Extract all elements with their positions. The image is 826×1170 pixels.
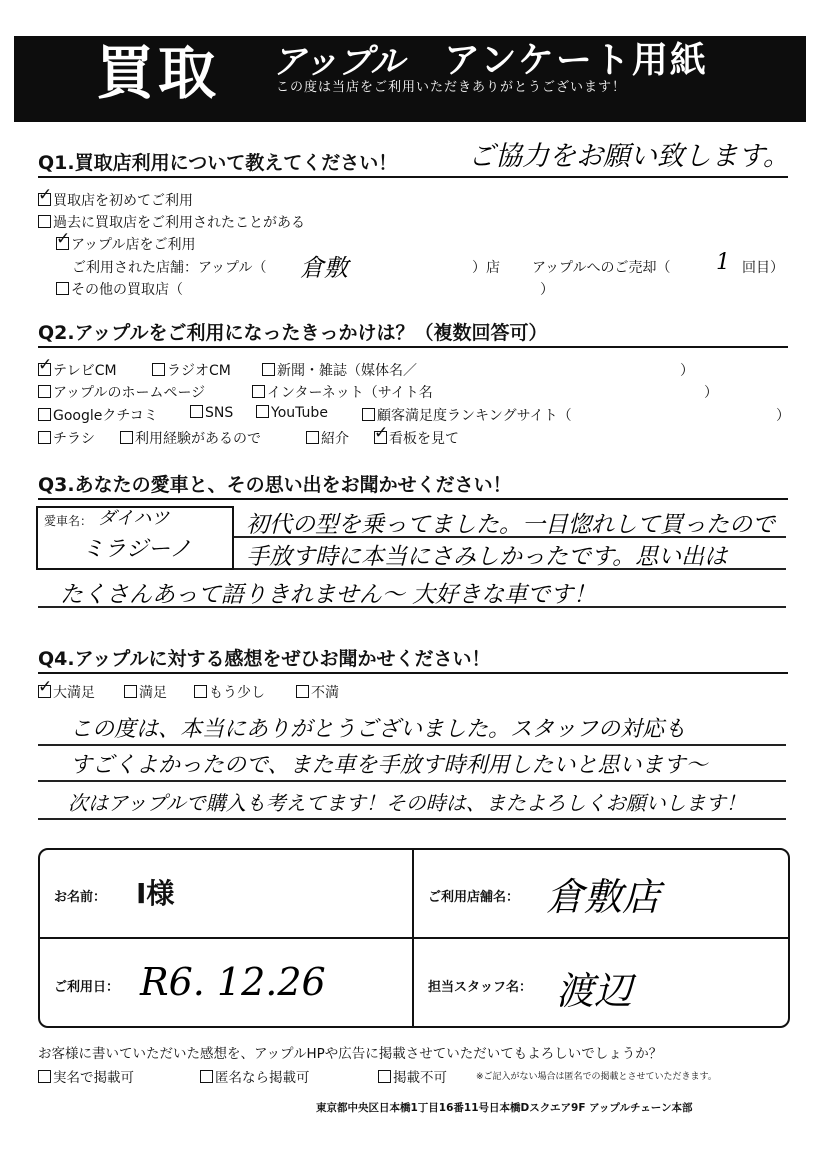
q2-option-signboard[interactable]: ✓ 看板を見て [374,428,459,448]
q3-answer-line-1: 初代の型を乗ってました。一目惚れして買ったので [246,512,775,538]
checkbox[interactable] [200,1070,213,1083]
checkbox[interactable] [38,1070,51,1083]
q2-option-internet[interactable]: インターネット（サイト名 [252,382,433,402]
table-divider-horizontal [38,937,790,939]
q2-close-1: ） [680,363,694,379]
store-name-value: 倉敷店 [546,875,661,919]
name-label: お名前： [54,890,107,905]
q1-heading: Q1.買取店利用について教えてください！ [38,152,398,174]
q3-answer-line-3: たくさんあって語りきれません〜 大好きな車です！ [60,582,597,608]
q3-answer-line-2: 手放す時に本当にさみしかったです。思い出は [246,544,728,570]
q2-rule [38,346,788,348]
q2-option-referral[interactable]: 紹介 [306,428,349,448]
staff-value: 渡辺 [556,969,633,1013]
checkbox[interactable] [38,215,51,228]
consent-anonymous[interactable]: 匿名なら掲載可 [200,1066,310,1086]
checkbox-checked[interactable] [56,237,69,250]
checkbox-checked[interactable] [38,363,51,376]
q2-option-radio[interactable]: ラジオCM [152,360,231,380]
q4-answer-line-2: すごくよかったので、また車を手放す時利用したいと思います〜 [70,753,708,778]
checkbox-checked[interactable] [374,431,387,444]
checkbox[interactable] [190,405,203,418]
q4-option-very-satisfied[interactable]: ✓大満足 [38,682,95,702]
consent-real-name[interactable]: 実名で掲載可 [38,1066,134,1086]
brand-kaitori: 買取 [96,39,221,107]
checkbox[interactable] [152,363,165,376]
name-value: I様 [136,877,175,910]
checkbox[interactable] [256,405,269,418]
q1-other-close: ） [540,282,554,298]
q1-store-suffix: ）店 [472,260,500,276]
q2-close-3: ） [776,408,790,424]
q4-answer-line-1: この度は、本当にありがとうございました。スタッフの対応も [70,717,687,742]
q1-store-prefix: ご利用された店舗：アップル（ [72,260,267,276]
checkbox[interactable] [378,1070,391,1083]
q1-count-prefix: アップルへのご売却（ [532,260,671,276]
q2-option-ranking[interactable]: 顧客満足度ランキングサイト（ [362,405,572,425]
q1-handwriting: ご協力をお願い致します。 [468,141,790,172]
q1-option-first-time[interactable]: ✓買取店を初めてご利用 [38,190,193,210]
q4-option-dissatisfied[interactable]: 不満 [296,682,339,702]
checkbox[interactable] [38,431,51,444]
table-divider-vertical [412,850,414,1026]
q1-rule [38,176,788,178]
car-maker: ダイハツ [98,508,170,529]
staff-label: 担当スタッフ名： [428,980,533,995]
q2-option-homepage[interactable]: アップルのホームページ [38,382,205,402]
q2-option-sns[interactable]: SNS [190,405,233,421]
checkbox[interactable] [38,408,51,421]
q2-close-2: ） [704,385,718,401]
q4-rule [38,672,788,674]
q1-count-value: 1 [716,250,730,275]
consent-not-allowed[interactable]: 掲載不可 [378,1066,447,1086]
q3-heading: Q3.あなたの愛車と、その思い出をお聞かせください！ [38,474,512,496]
store-name-label: ご利用店舗名： [428,890,520,905]
q1-option-used-before[interactable]: 過去に買取店をご利用されたことがある [38,212,305,232]
q1-option-apple-store[interactable]: ✓アップル店をご利用 [56,234,195,254]
checkbox[interactable] [56,282,69,295]
checkbox[interactable] [262,363,275,376]
checkbox[interactable] [362,408,375,421]
checkbox[interactable] [120,431,133,444]
q4-answer-line-3: 次はアップルで購入も考えてます！その時は、またよろしくお願いします！ [68,791,746,815]
q2-option-experience[interactable]: 利用経験があるので [120,428,261,448]
q4-line-2 [38,780,786,782]
checkbox-checked[interactable] [38,193,51,206]
checkbox[interactable] [306,431,319,444]
checkbox[interactable] [252,385,265,398]
car-name-label: 愛車名： [44,514,93,528]
apple-logo: アップル [272,42,405,82]
q2-option-youtube[interactable]: YouTube [256,405,328,421]
q2-option-google[interactable]: Googleクチコミ [38,405,158,425]
date-label: ご利用日： [54,980,120,995]
q1-store-value: 倉敷 [300,254,348,282]
q1-count-suffix: 回目） [742,260,784,276]
car-model: ミラジーノ [82,537,192,562]
checkbox[interactable] [38,385,51,398]
checkbox-checked[interactable] [38,685,51,698]
q2-option-flyer[interactable]: チラシ [38,428,95,448]
q4-option-satisfied[interactable]: 満足 [124,682,167,702]
q1-option-other[interactable]: その他の買取店（ [56,279,183,299]
checkbox[interactable] [194,685,207,698]
consent-question: お客様に書いていただいた感想を、アップルHPや広告に掲載させていただいてもよろしいでしょうか？ [38,1046,663,1062]
q4-option-so-so[interactable]: もう少し [194,682,265,702]
q4-line-3 [38,818,786,820]
checkbox[interactable] [124,685,137,698]
consent-note: ※ご記入がない場合は匿名での掲載とさせていただきます。 [476,1072,717,1082]
date-value: R6. 12.26 [140,960,326,1004]
q4-line-1 [38,744,786,746]
q3-rule [38,498,788,500]
form-subtitle: この度は当店をご利用いただきありがとうございます！ [276,80,627,95]
footer-address: 東京都中央区日本橋1丁目16番11号日本橋Dスクエア9F アップルチェーン本部 [316,1102,693,1114]
q2-option-tv[interactable]: ✓テレビCM [38,360,117,380]
q2-option-newspaper[interactable]: 新聞・雑誌（媒体名／ [262,360,417,380]
checkbox[interactable] [296,685,309,698]
q4-heading: Q4.アップルに対する感想をぜひお聞かせください！ [38,648,491,670]
q2-heading: Q2.アップルをご利用になったきっかけは？（複数回答可） [38,322,548,344]
form-title: アンケート用紙 [444,40,708,81]
